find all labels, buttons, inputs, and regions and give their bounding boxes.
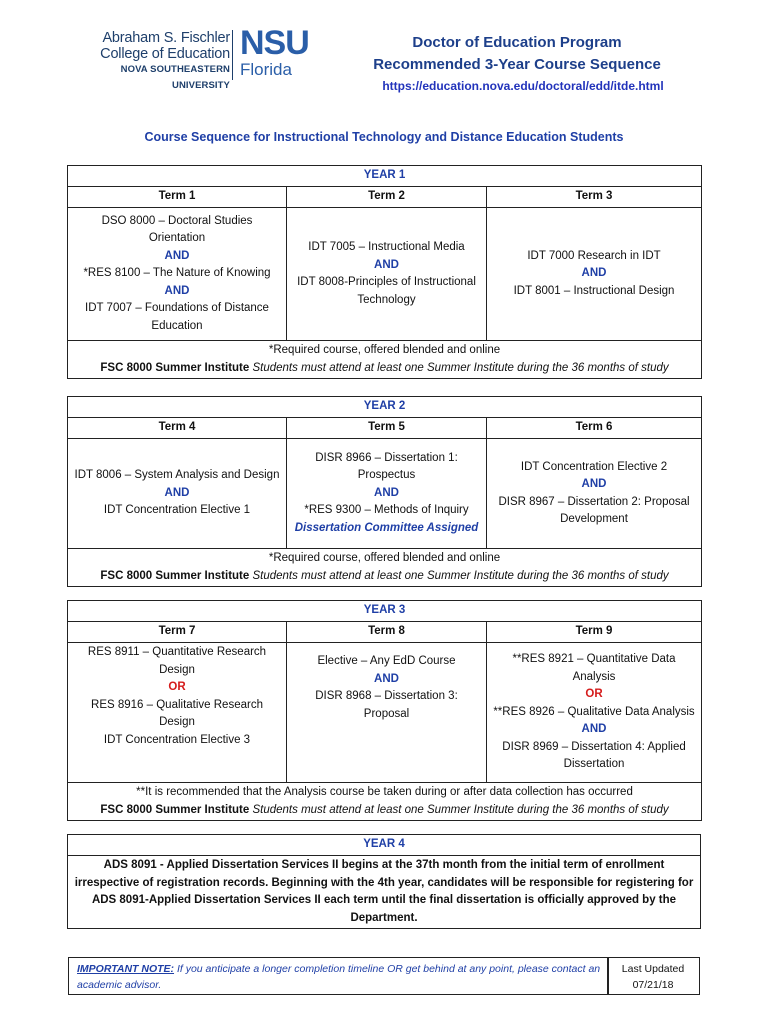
term-3-courses [487, 208, 702, 341]
term-2-header: Term 2 [287, 187, 487, 208]
important-note-label: IMPORTANT NOTE: [77, 963, 175, 975]
term-2-courses [287, 208, 487, 341]
course: DISR 8968 – Dissertation 3: Proposal [315, 690, 458, 720]
connector-and: AND [581, 478, 607, 490]
term-6-header: Term 6 [487, 418, 702, 439]
program-url-link[interactable]: https://education.nova.edu/doctoral/edd/itde.html [382, 79, 664, 93]
course: IDT 7000 Research in IDT [527, 249, 661, 262]
term-9-header: Term 9 [487, 622, 702, 643]
nsu-mark-sub: Florida [240, 60, 292, 79]
connector-and: AND [374, 258, 399, 271]
term-4-header: Term 4 [68, 418, 287, 439]
college-name [64, 30, 230, 94]
year-1-footer [68, 341, 702, 379]
analysis-note: **It is recommended that the Analysis course be taken during or after data collection has occurred [136, 786, 633, 798]
year-4-heading: YEAR 4 [68, 835, 701, 856]
connector-and: AND [164, 284, 190, 297]
fsc-description: Students must attend at least one Summer Institute during the 36 months of study [252, 803, 669, 816]
course: DSO 8000 – Doctoral Studies Orientation [101, 214, 253, 245]
year-2-footer [68, 549, 702, 587]
term-8-header: Term 8 [287, 622, 487, 643]
course: IDT 8008-Principles of Instructional Technology [297, 276, 476, 306]
course: IDT Concentration Elective 1 [103, 504, 251, 517]
term-1-header: Term 1 [68, 187, 287, 208]
course: *RES 8100 – The Nature of Knowing [83, 267, 271, 280]
course: Elective – Any EdD Course [317, 655, 456, 667]
year-3-heading: YEAR 3 [68, 601, 702, 622]
connector-and: AND [164, 249, 190, 262]
connector-or: OR [585, 688, 603, 701]
last-updated-date: 07/21/18 [632, 979, 674, 991]
term-5-courses [287, 439, 487, 549]
summer-institute-note [72, 360, 697, 378]
important-note-text: If you anticipate a longer completion timeline OR get behind at any point, please contact an academic advisor. [77, 963, 601, 991]
connector-and: AND [581, 723, 607, 736]
term-7-courses [68, 643, 287, 783]
course: IDT Concentration Elective 2 [520, 460, 668, 473]
fsc-description: Students must attend at least one Summer Institute during the 36 months of study [252, 569, 669, 582]
nsu-mark: NSU [240, 24, 309, 62]
important-note-box [68, 957, 700, 995]
logo-line-2: College of Education [100, 46, 230, 62]
course: *RES 9300 – Methods of Inquiry [304, 504, 469, 517]
course: IDT 8006 – System Analysis and Design [74, 469, 280, 482]
required-note: *Required course, offered blended and online [268, 344, 501, 356]
logo-divider [232, 30, 233, 80]
required-note: *Required course, offered blended and online [268, 552, 501, 564]
year-2-table [67, 396, 702, 587]
program-title-line-2: Recommended 3-Year Course Sequence [373, 56, 661, 73]
year-4-text: ADS 8091 - Applied Dissertation Services II begins at the 37th month from the initial term of enrollment irrespective of registration records. Beginning with the 4th year, candidates will be responsible for registering for ADS 8091-Applied Dissertation Services II each term until the final dissertation is officially approved by the Department. [68, 856, 701, 929]
fsc-course: FSC 8000 Summer Institute [100, 803, 250, 816]
program-title [352, 32, 682, 76]
course: RES 8916 – Qualitative Research Design [91, 698, 263, 728]
year-3-table [67, 600, 702, 821]
summer-institute-note [72, 568, 697, 586]
year-1-heading: YEAR 1 [68, 166, 702, 187]
summer-institute-note [72, 802, 697, 820]
fsc-course: FSC 8000 Summer Institute [100, 569, 250, 582]
course: **RES 8926 – Qualitative Data Analysis [493, 705, 695, 718]
year-1-table [67, 165, 702, 379]
year-4-table [67, 834, 701, 929]
term-8-courses [287, 643, 487, 783]
connector-and: AND [164, 486, 190, 499]
course: IDT 7007 – Foundations of Distance Education [85, 302, 269, 332]
term-3-header: Term 3 [487, 187, 702, 208]
course: DISR 8966 – Dissertation 1: Prospectus [315, 451, 458, 482]
last-updated-label: Last Updated [621, 963, 685, 975]
course: IDT 7005 – Instructional Media [308, 241, 465, 253]
term-4-courses [68, 439, 287, 549]
connector-and: AND [374, 672, 399, 685]
page-subtitle: Course Sequence for Instructional Technology and Distance Education Students [144, 130, 624, 144]
year-3-footer [68, 783, 702, 821]
course: **RES 8921 – Quantitative Data Analysis [512, 653, 676, 683]
fsc-course: FSC 8000 Summer Institute [100, 361, 250, 374]
fsc-description: Students must attend at least one Summer Institute during the 36 months of study [252, 361, 669, 374]
course: DISR 8969 – Dissertation 4: Applied Dissertation [502, 740, 686, 771]
important-note [77, 961, 601, 993]
course: IDT 8001 – Instructional Design [513, 284, 675, 297]
term-9-courses [487, 643, 702, 783]
course: RES 8911 – Quantitative Research Design [87, 646, 267, 676]
connector-and: AND [581, 267, 607, 280]
term-7-header: Term 7 [68, 622, 287, 643]
term-1-courses [68, 208, 287, 341]
logo-line-1: Abraham S. Fischler [102, 30, 230, 46]
course: DISR 8967 – Dissertation 2: Proposal Development [498, 495, 690, 525]
term-6-courses [487, 439, 702, 549]
connector-and: AND [374, 486, 399, 499]
nsu-logo [64, 24, 326, 91]
course: IDT Concentration Elective 3 [103, 733, 251, 746]
year-2-heading: YEAR 2 [68, 397, 702, 418]
last-updated [609, 961, 697, 993]
committee-note: Dissertation Committee Assigned [294, 521, 479, 534]
term-5-header: Term 5 [287, 418, 487, 439]
connector-or: OR [168, 681, 186, 693]
logo-line-3: NOVA SOUTHEASTERN UNIVERSITY [120, 64, 230, 91]
program-title-line-1: Doctor of Education Program [412, 34, 622, 51]
